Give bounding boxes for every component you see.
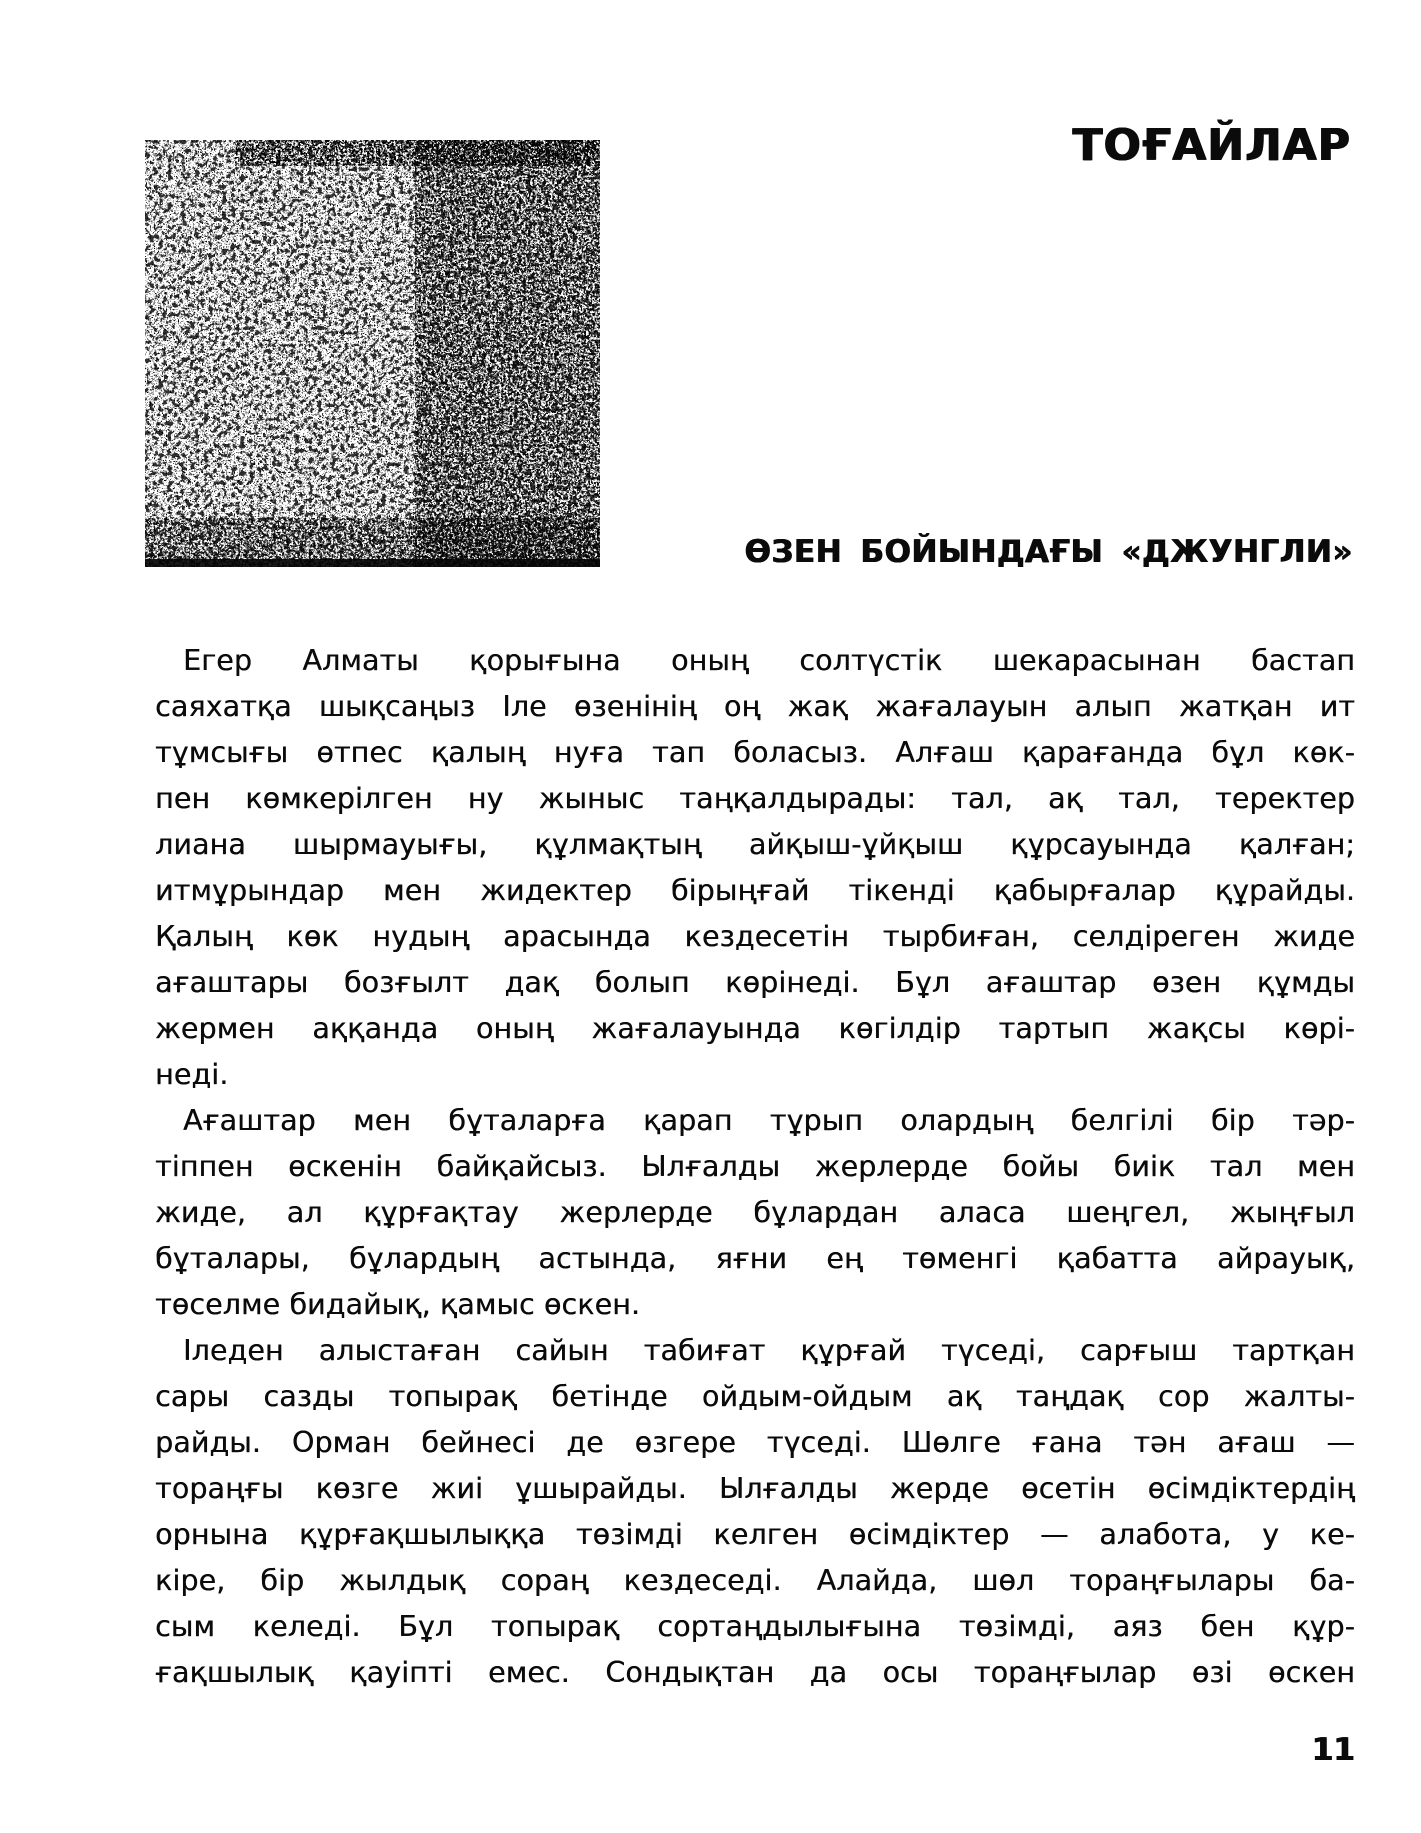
body-line: тұмсығы өтпес қалың нуға тап боласыз. Алғаш қарағанда бұл көк- xyxy=(155,736,1355,769)
halftone-photo-illustration xyxy=(145,140,600,567)
body-line: төселме бидайық, қамыс өскен. xyxy=(155,1288,641,1321)
body-line: Іледен алыстаған сайын табиғат құрғай түседі, сарғыш тартқан xyxy=(183,1334,1355,1367)
body-line: кіре, бір жылдық сораң кездеседі. Алайда, шөл тораңғылары ба- xyxy=(155,1564,1355,1597)
body-line: неді. xyxy=(155,1058,229,1091)
body-line: бұталары, бұлардың астында, яғни ең төменгі қабатта айрауық, xyxy=(155,1242,1355,1275)
body-line: Қалың көк нудың арасында кездесетін тырбиған, селдіреген жиде xyxy=(155,920,1355,953)
body-line: сары сазды топырақ бетінде ойдым-ойдым ақ таңдақ сор жалты- xyxy=(155,1380,1355,1413)
body-line: саяхатқа шықсаңыз Іле өзенінің оң жақ жағалауын алып жатқан ит xyxy=(155,690,1355,723)
body-line: тораңғы көзге жиі ұшырайды. Ылғалды жерде өсетін өсімдіктердің xyxy=(155,1472,1355,1505)
body-line: Ағаштар мен бұталарға қарап тұрып олардың белгілі бір тәр- xyxy=(183,1104,1355,1137)
body-line: орнына құрғақшылыққа төзімді келген өсімдіктер — алабота, у ке- xyxy=(155,1518,1355,1551)
body-line: итмұрындар мен жидектер бірыңғай тікенді қабырғалар құрайды. xyxy=(155,874,1355,907)
body-text xyxy=(155,638,1355,1696)
body-line: ағаштары бозғылт дақ болып көрінеді. Бұл ағаштар өзен құмды xyxy=(155,966,1355,999)
body-line: жермен аққанда оның жағалауында көгілдір тартып жақсы көрі- xyxy=(155,1012,1355,1045)
body-line: жиде, ал құрғақтау жерлерде бұлардан аласа шеңгел, жыңғыл xyxy=(155,1196,1355,1229)
body-line: пен көмкерілген ну жыныс таңқалдырады: тал, ақ тал, теректер xyxy=(155,782,1355,815)
page-number: 11 xyxy=(1311,1732,1355,1768)
body-line: тіппен өскенін байқайсыз. Ылғалды жерлерде бойы биік тал мен xyxy=(155,1150,1355,1183)
chapter-title: ТОҒАЙЛАР xyxy=(1072,120,1351,171)
body-line: лиана шырмауығы, құлмақтың айқыш-ұйқыш құрсауында қалған; xyxy=(155,828,1355,861)
body-line: райды. Орман бейнесі де өзгере түседі. Шөлге ғана тән ағаш — xyxy=(155,1426,1355,1459)
body-line: ғақшылық қауіпті емес. Сондықтан да осы тораңғылар өзі өскен xyxy=(155,1656,1355,1689)
body-line: Егер Алматы қорығына оның солтүстік шекарасынан бастап xyxy=(183,644,1355,677)
body-line: сым келеді. Бұл топырақ сортаңдылығына төзімді, аяз бен құр- xyxy=(155,1610,1355,1643)
halftone-noise-image xyxy=(145,140,600,567)
section-subtitle: ӨЗЕН БОЙЫНДАҒЫ «ДЖУНГЛИ» xyxy=(744,534,1353,570)
